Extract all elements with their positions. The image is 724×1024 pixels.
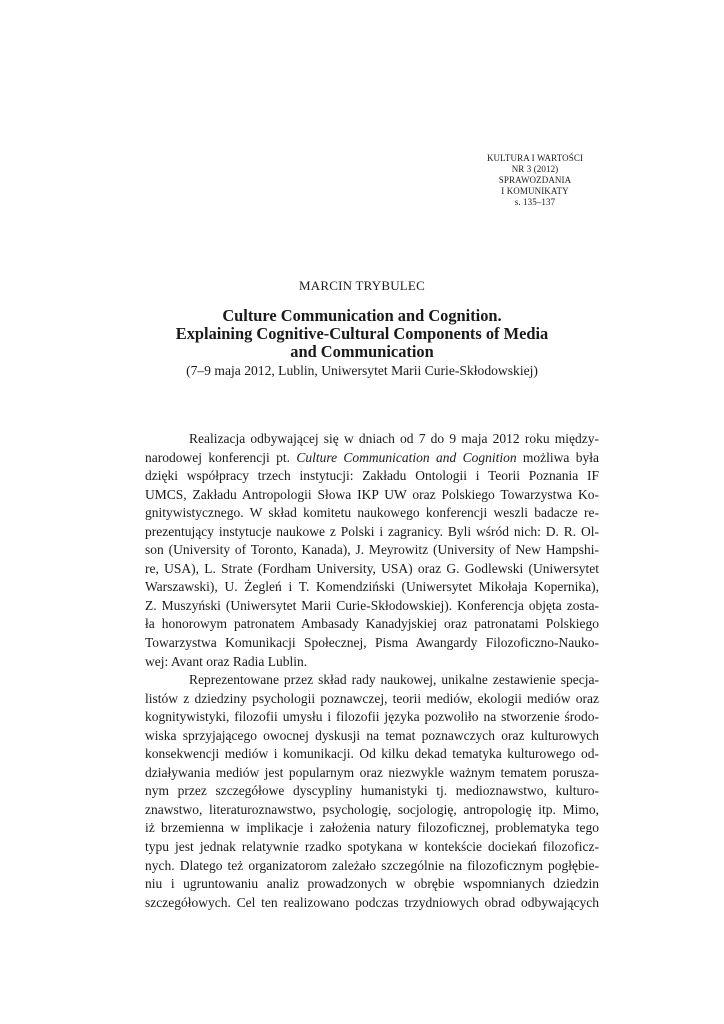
text-line: son (University of Toronto, Kanada), J. Meyrowitz (University of New Hampshi- — [145, 542, 599, 558]
conference-title-italic: Culture Communication and Cognition — [296, 449, 517, 465]
running-head — [470, 153, 600, 208]
running-head-line: SPRAWOZDANIA — [498, 175, 572, 185]
body-text — [145, 430, 599, 912]
text-line: Realizacja odbywającej się w dniach od 7 do 9 maja 2012 roku między- — [189, 431, 599, 446]
text-line — [145, 449, 599, 468]
paragraph — [145, 430, 599, 671]
text-line: nych. Dlatego też organizatorom zależało szczególnie na filozoficznym pogłębie- — [145, 857, 599, 873]
title-block — [0, 307, 724, 380]
text-line: kognitywistyki, filozofii umysłu i filozofii języka pozwoliło na stworzenie środo- — [145, 709, 599, 725]
text-line: wej: Avant oraz Radia Lublin. — [145, 653, 308, 669]
author-name: MARCIN TRYBULEC — [299, 278, 425, 293]
text-line: znawstwo, literaturoznawstwo, psychologię, socjologię, antropologię itp. Mimo, — [145, 801, 599, 817]
text-line: Z. Muszyński (Uniwersytet Marii Curie-Skłodowskiej). Konferencja objęta zosta- — [145, 597, 599, 613]
text-line: iż brzemienna w implikacje i założenia natury filozoficznej, problematyka tego — [145, 820, 599, 836]
text-line: działywania mediów jest popularnym oraz niezwykle ważnym tematem porusza- — [145, 764, 599, 780]
text-line: Warszawski), U. Żegleń i T. Komendziński (Uniwersytet Mikołaja Kopernika), — [145, 579, 599, 595]
title-line: and Communication — [290, 342, 434, 361]
running-head-line: s. 135–137 — [514, 197, 556, 207]
subtitle: (7–9 maja 2012, Lublin, Uniwersytet Marii Curie-Skłodowskiej) — [186, 363, 538, 378]
running-head-line: KULTURA I WARTOŚCI — [486, 153, 584, 163]
text-line: dzięki współpracy trzech instytucji: Zakładu Ontologii i Teorii Poznania IF — [145, 468, 599, 484]
text-line: nym przez szczegółowe dyscypliny humanistyki tj. medioznawstwo, kulturo- — [145, 783, 599, 799]
text-line: listów z dziedziny psychologii poznawczej, teorii mediów, ekologii mediów oraz — [145, 690, 599, 706]
text-segment: możliwa była — [516, 449, 599, 465]
running-head-line: I KOMUNIKATY — [501, 186, 569, 196]
text-line: gnitywistycznego. W skład komitetu naukowego konferencji weszli badacze re- — [145, 505, 599, 521]
text-line: Reprezentowane przez skład rady naukowej, unikalne zestawienie specja- — [189, 672, 599, 688]
title-line: Explaining Cognitive-Cultural Components of Media — [175, 324, 549, 343]
text-segment: narodowej konferencji pt. — [145, 449, 297, 465]
text-line: prezentujący instytucje naukowe z Polski i zagranicy. Byli wśród nich: D. R. Ol- — [145, 523, 599, 539]
text-line: wiska sprzyjającego owocnej dyskusji na temat poznawczych oraz kulturowych — [145, 727, 599, 743]
text-line: konsekwencji mediów i komunikacji. Od kilku dekad tematyka kulturowego od- — [145, 746, 599, 762]
text-line: re, USA), L. Strate (Fordham University, USA) oraz G. Godlewski (Uniwersytet — [145, 560, 599, 576]
text-line: typu jest jednak relatywnie rzadko spotykana w kontekście dociekań filozoficz- — [145, 839, 599, 855]
title-line: Culture Communication and Cognition. — [222, 306, 502, 325]
paragraph — [145, 671, 599, 912]
text-line: Towarzystwa Komunikacji Społecznej, Pisma Awangardy Filozoficzno-Nauko- — [145, 635, 599, 651]
text-line: niu i ugruntowaniu analiz prowadzonych w obrębie wspomnianych dziedzin — [145, 876, 599, 892]
text-line: UMCS, Zakładu Antropologii Słowa IKP UW oraz Polskiego Towarzystwa Ko- — [145, 486, 599, 502]
text-line: ła honorowym patronatem Ambasady Kanadyjskiej oraz patronatami Polskiego — [145, 616, 599, 632]
text-line: szczegółowych. Cel ten realizowano podczas trzydniowych obrad odbywających — [145, 894, 599, 910]
running-head-line: NR 3 (2012) — [511, 164, 559, 174]
